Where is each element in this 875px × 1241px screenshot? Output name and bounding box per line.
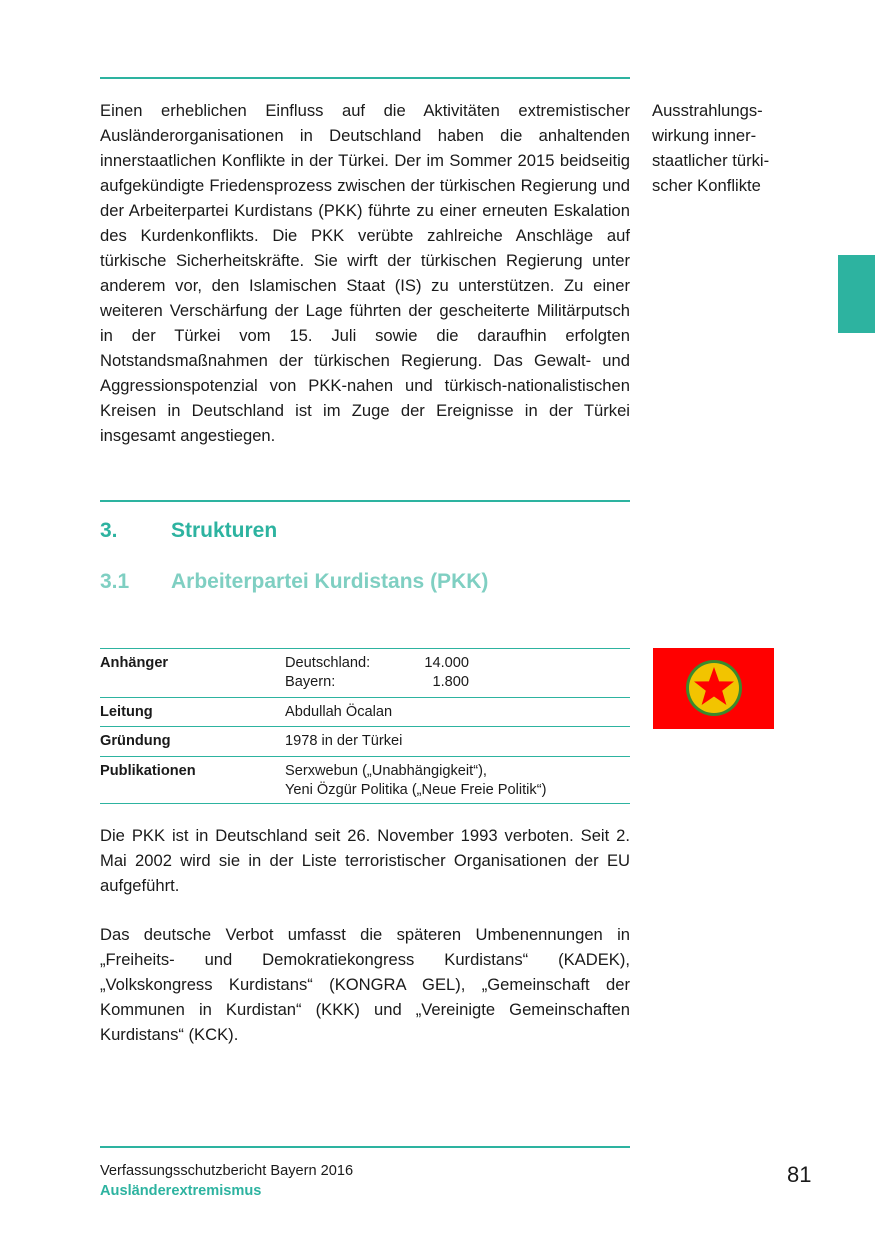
section-heading: [100, 519, 277, 543]
publikation-line: Yeni Özgür Politika („Neue Freie Politik“): [285, 782, 547, 798]
margin-note-line: staatlicher türki-: [652, 151, 770, 170]
footer-chapter: Ausländerextremismus: [100, 1183, 262, 1199]
body-paragraph-2: Das deutsche Verbot umfasst die späteren Umbenennungen in „Freiheits- und Demokratiekongress Kurdistans“ (KADEK), „Volkskongress Kurdistans“ (KONGRA GEL), „Gemeinschaft der Kommunen in Kurdistan“ (KKK) und „Vereinigte Gemeinschaften Kurdistans“ (KCK).: [100, 925, 630, 1044]
anhaenger-label: Anhänger: [100, 655, 169, 671]
anhaenger-key: Deutschland:: [285, 655, 371, 671]
subsection-heading: [100, 570, 488, 594]
margin-note-line: Ausstrahlungs-: [652, 101, 763, 120]
section-rule: [100, 500, 630, 502]
anhaenger-entry: [285, 673, 630, 692]
section-title: Strukturen: [171, 519, 278, 542]
page-number: 81: [787, 1162, 812, 1187]
margin-note: [652, 98, 802, 198]
margin-note-line: scher Konflikte: [652, 176, 761, 195]
leitung-value: Abdullah Öcalan: [285, 704, 393, 720]
margin-note-line: wirkung inner-: [652, 126, 757, 145]
table-row-rule: [100, 726, 630, 727]
section-number: 3.: [100, 519, 118, 542]
gruendung-value: 1978 in der Türkei: [285, 733, 403, 749]
table-row-rule: [100, 756, 630, 757]
publikationen-label: Publikationen: [100, 763, 196, 779]
leitung-label: Leitung: [100, 704, 153, 720]
table-row-rule: [100, 697, 630, 698]
anhaenger-value: 1.800: [432, 674, 469, 690]
body-paragraph-1: Die PKK ist in Deutschland seit 26. November 1993 verboten. Seit 2. Mai 2002 wird sie in der Liste terroristischer Organisationen der EU aufgeführt.: [100, 826, 630, 895]
anhaenger-entry: [285, 654, 630, 673]
footer-title: Verfassungsschutzbericht Bayern 2016: [100, 1163, 354, 1179]
table-top-rule: [100, 648, 630, 649]
subsection-number: 3.1: [100, 570, 130, 593]
anhaenger-values: [285, 654, 630, 692]
pkk-flag: [653, 648, 774, 729]
chapter-tab-marker: [838, 255, 875, 333]
publikationen-values: [285, 762, 630, 800]
pkk-flag-emblem-icon: [653, 648, 774, 729]
subsection-title: Arbeiterpartei Kurdistans (PKK): [171, 570, 489, 593]
footer-rule: [100, 1146, 630, 1148]
publikation-line: Serxwebun („Unabhängigkeit“),: [285, 763, 487, 779]
intro-paragraph: Einen erheblichen Einfluss auf die Aktivitäten extremistischer Ausländerorganisationen in Deutschland haben die anhaltenden innerstaatlichen Konflikte in der Türkei. Der im Sommer 2015 beidseitig aufgekündigte Friedensprozess zwischen der türkischen Regierung und der Arbeiterpartei Kurdistans (PKK) führte zu einer erneuten Eskalation des Kurdenkonflikts. Die PKK verübte zahlreiche Anschläge auf türkische Sicherheitskräfte. Sie wirft der türkischen Regierung unter anderem vor, den Islamischen Staat (IS) zu unterstützen. Zu einer weiteren Verschärfung der Lage führten der gescheiterte Militärputsch in der Türkei vom 15. Juli sowie die daraufhin erfolgten Notstandsmaßnahmen der türkischen Regierung. Das Gewalt- und Aggressionspotenzial von PKK-nahen und türkisch-nationalistischen Kreisen in Deutschland ist im Zuge der Ereignisse in der Türkei insgesamt angestiegen.: [100, 101, 630, 445]
table-bottom-rule: [100, 803, 630, 804]
top-rule: [100, 77, 630, 79]
anhaenger-value: 14.000: [424, 655, 469, 671]
gruendung-label: Gründung: [100, 733, 171, 749]
anhaenger-key: Bayern:: [285, 674, 336, 690]
